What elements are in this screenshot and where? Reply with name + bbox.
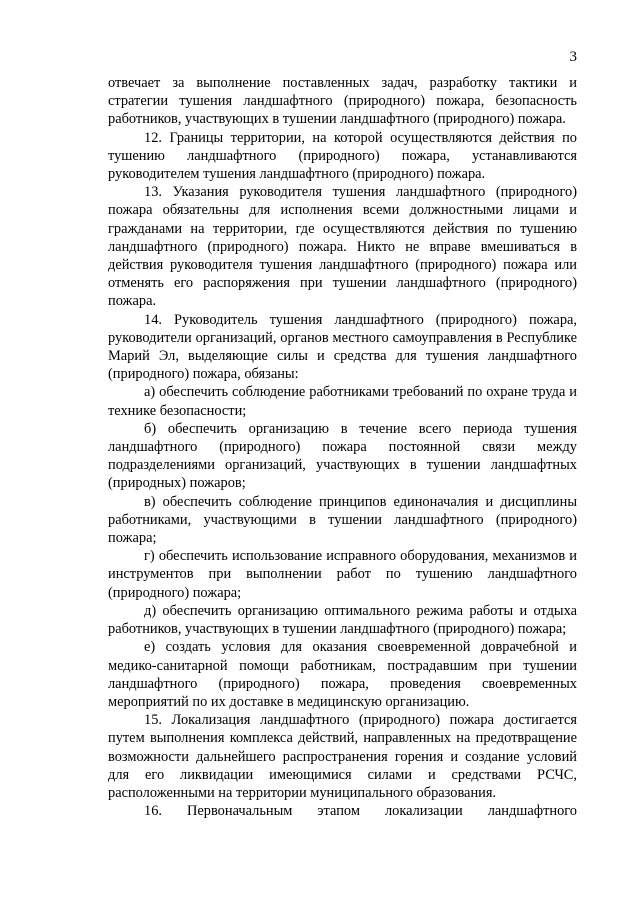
page-number: 3 [569,49,577,65]
paragraph-14-b: б) обеспечить организацию в течение всего периода тушения ландшафтного (природного) пожара постоянной связи между подразделениями организаций, участвующих в тушении ландшафтных (природных) пожаров; [108,420,577,492]
paragraph-14-v: в) обеспечить соблюдение принципов единоначалия и дисциплины работниками, участвующими в тушении ландшафтного (природного) пожара; [108,493,577,547]
paragraph-16: 16. Первоначальным этапом локализации ландшафтного [144,803,577,820]
paragraph-14: 14. Руководитель тушения ландшафтного (природного) пожара, руководители организаций, органов местного самоуправления в Республике Марий Эл, выделяющие силы и средства для тушения ландшафтного (природного) пожара, обязаны: [108,311,577,383]
paragraph-14-g: г) обеспечить использование исправного оборудования, механизмов и инструментов при выполнении работ по тушению ландшафтного (природного) пожара; [108,548,577,601]
paragraph-12: 12. Границы территории, на которой осуществляются действия по тушению ландшафтного (природного) пожара, устанавливаются руководителем тушения ландшафтного (природного) пожара. [108,129,577,183]
paragraph-14-e: е) создать условия для оказания своевременной доврачебной и медико-санитарной помощи работникам, пострадавшим при тушении ландшафтного (природного) пожара, проведения своевременных мероприятий по их доставке в медицинскую организацию. [108,639,577,710]
paragraph-15: 15. Локализация ландшафтного (природного) пожара достигается путем выполнения комплекса действий, направленных на предотвращение возможности дальнейшего распространения горения и создание условий для его ликвидации имеющимися силами и средствами РСЧС, расположенными на территории муниципального образования. [108,712,577,801]
paragraph-13: 13. Указания руководителя тушения ландшафтного (природного) пожара обязательны для исполнения всеми должностными лицами и гражданами на территории, где осуществляются действия по тушению ландшафтного (природного) пожара. Никто не вправе вмешиваться в действия руководителя тушения ландшафтного (природного) пожара или отменять его распоряжения при тушении ландшафтного (природного) пожара. [108,184,577,310]
paragraph-continuation: отвечает за выполнение поставленных задач, разработку тактики и стратегии тушения ландшафтного (природного) пожара, безопасность работников, участвующих в тушении ландшафтного (природного) пожара. [108,75,577,128]
document-body [108,74,577,820]
paragraph-14-d: д) обеспечить организацию оптимального режима работы и отдыха работников, участвующих в тушении ландшафтного (природного) пожара; [108,602,577,638]
paragraph-14-a: а) обеспечить соблюдение работниками требований по охране труда и технике безопасности; [108,384,577,419]
